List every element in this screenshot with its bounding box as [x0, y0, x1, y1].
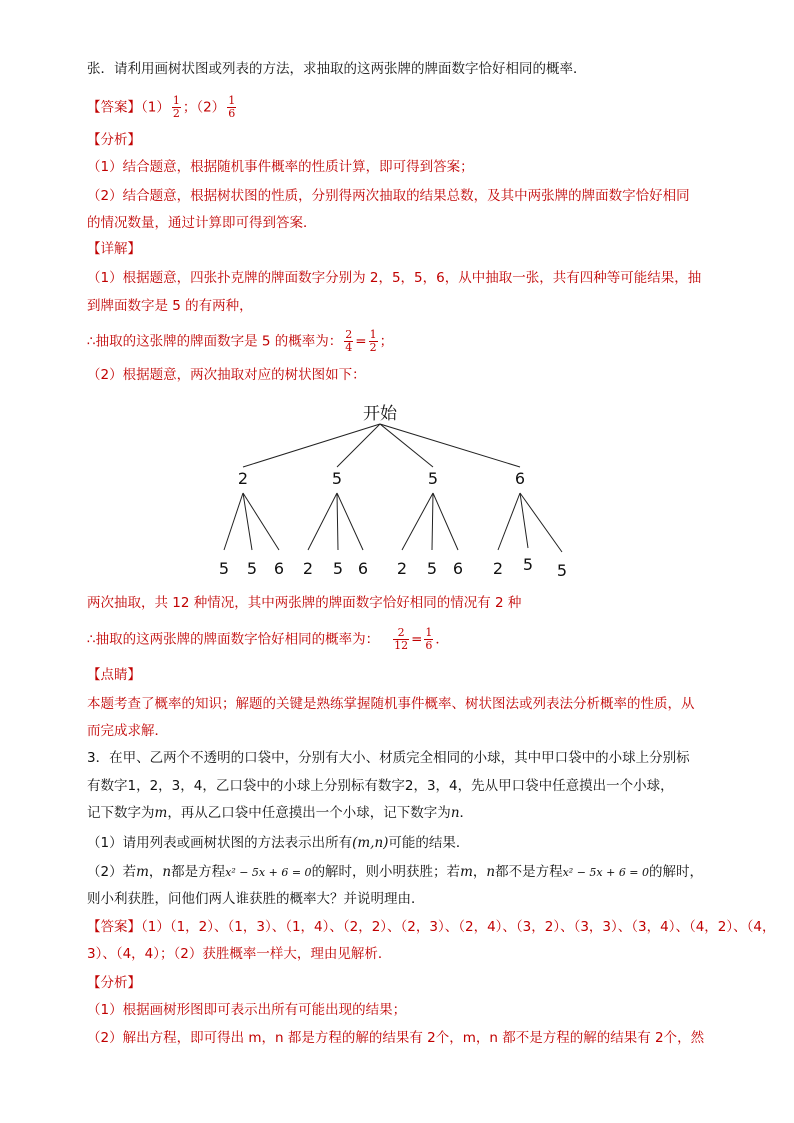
detail-line: 到牌面数字是 5 的有两种，: [87, 298, 253, 314]
comment-line: 而完成求解．: [87, 723, 168, 739]
tree-leaf: 5: [426, 559, 438, 578]
tree-leaf: 6: [452, 559, 464, 578]
detail-tag: 【详解】: [87, 241, 141, 257]
answer-3-line: 3）、（4，4）；（2）获胜概率一样大，理由见解析．: [87, 946, 392, 962]
result-line: 两次抽取，共 12 种情况，其中两张牌的牌面数字恰好相同的情况有 2 种: [87, 595, 522, 611]
analysis-tag: 【分析】: [87, 132, 141, 148]
question-3-part1: （1）请用列表或画树状图的方法表示出所有(m,n)可能的结果．: [87, 835, 470, 851]
comment-line: 本题考查了概率的知识；解题的关键是熟练掌握随机事件概率、树状图法或列表法分析概率的性质，从: [87, 696, 695, 712]
detail-probability: ∴抽取的这张牌的牌面数字是 5 的概率为： $\frac{2}{4}$ = $\frac{1}{2}$ ；: [87, 328, 394, 354]
tree-root: 开始: [363, 404, 397, 424]
tree-node-l1: 5: [331, 469, 343, 488]
detail-line: （2）根据题意，两次抽取对应的树状图如下：: [87, 367, 366, 383]
analysis-3-tag: 【分析】: [87, 975, 141, 991]
answer-tag: 【答案】: [87, 99, 141, 116]
tree-node-l1: 6: [514, 469, 526, 488]
tree-leaf: 5: [246, 559, 258, 578]
answer-tag: 【答案】: [87, 919, 141, 935]
tree-leaf: 5: [332, 559, 344, 578]
question-3: 3．在甲、乙两个不透明的口袋中，分别有大小、材质完全相同的小球，其中甲口袋中的小球上分别标: [87, 750, 690, 766]
tree-node-l1: 2: [237, 469, 249, 488]
tree-leaf: 6: [357, 559, 369, 578]
analysis-line: （1）结合题意，根据随机事件概率的性质计算，即可得到答案；: [87, 159, 474, 175]
analysis-line: 的情况数量，通过计算即可得到答案．: [87, 215, 317, 231]
answer-1: 【答案】（1） $\frac{1}{2}$ ；（2） $\frac{1}{6}$: [87, 94, 236, 120]
result-probability: ∴抽取的这两张牌的牌面数字恰好相同的概率为： $\frac{2}{12}$ = $\frac{1}{6}$ ．: [87, 626, 449, 652]
tree-diagram: [200, 395, 580, 585]
tree-leaf: 6: [273, 559, 285, 578]
tree-leaf: 5: [218, 559, 230, 578]
answer-3: 【答案】（1）（1，2）、（1，3）、（1，4）、（2，2）、（2，3）、（2，4）、（3，2）、（3，3）、（3，4）、（4，2）、（4，: [87, 919, 776, 935]
analysis-3-line: （2）解出方程，即可得出 m，n 都是方程的解的结果有 2个，m，n 都不是方程的解的结果有 2个，然: [87, 1030, 705, 1046]
tree-leaf: 5: [522, 555, 534, 574]
tree-leaf: 2: [492, 559, 504, 578]
question-3-line: 有数字1，2，3，4，乙口袋中的小球上分别标有数字2，3，4，先从甲口袋中任意摸出一个小球，: [87, 778, 674, 794]
detail-line: （1）根据题意，四张扑克牌的牌面数字分别为 2，5，5，6，从中抽取一张，共有四种等可能结果，抽: [87, 270, 702, 286]
tree-leaf: 5: [556, 561, 568, 580]
question-3-line: 记下数字为m，再从乙口袋中任意摸出一个小球，记下数字为n．: [87, 805, 474, 821]
problem-continuation: 张．请利用画树状图或列表的方法，求抽取的这两张牌的牌面数字恰好相同的概率．: [87, 61, 587, 77]
tree-leaf: 2: [302, 559, 314, 578]
tree-node-l1: 5: [427, 469, 439, 488]
analysis-line: （2）结合题意，根据树状图的性质，分别得两次抽取的结果总数，及其中两张牌的牌面数字恰好相同: [87, 188, 690, 204]
analysis-3-line: （1）根据画树形图即可表示出所有可能出现的结果；: [87, 1002, 407, 1018]
comment-tag: 【点睛】: [87, 667, 141, 683]
tree-leaf: 2: [396, 559, 408, 578]
question-3-line: 则小利获胜，问他们两人谁获胜的概率大？并说明理由．: [87, 891, 425, 907]
question-3-part2: （2）若m，n都是方程x² − 5x + 6 = 0的解时，则小明获胜；若m，n都不是方程x² − 5x + 6 = 0的解时，: [87, 864, 704, 880]
